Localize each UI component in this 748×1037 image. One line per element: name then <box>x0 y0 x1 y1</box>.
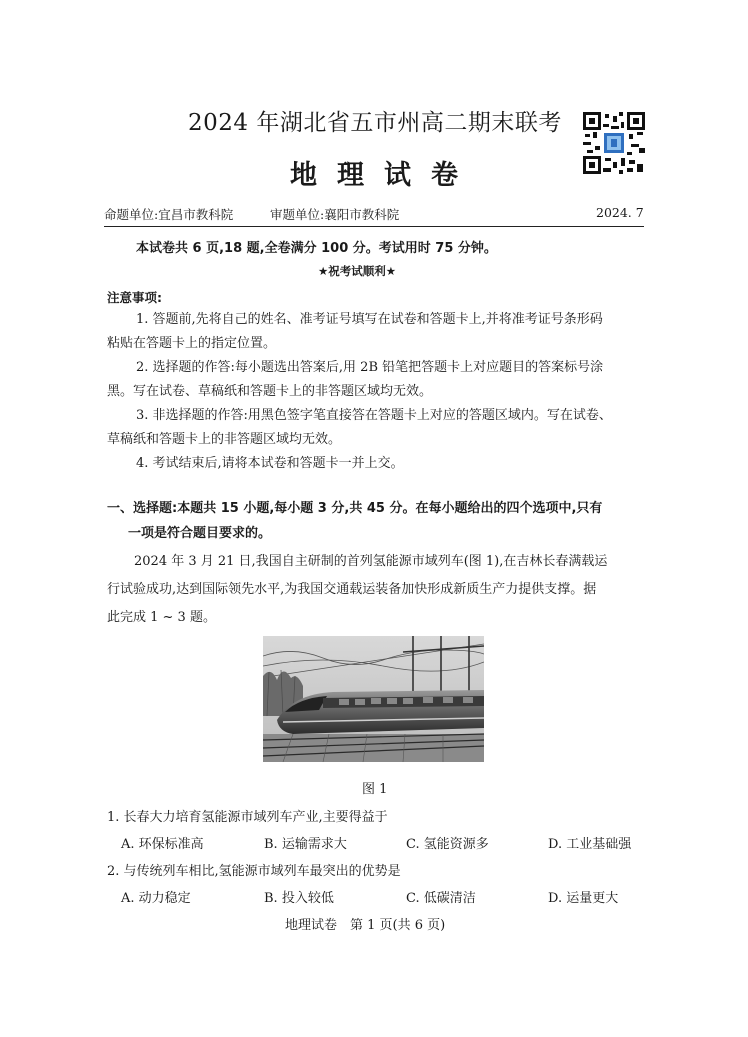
notice-item-2: 2. 选择题的作答:每小题选出答案后,用 2B 铅笔把答题卡上对应题目的答案标号涂 <box>136 360 604 375</box>
notice-item-3-cont: 草稿纸和答题卡上的非答题区域均无效。 <box>107 432 342 447</box>
blessing: ★祝考试顺利★ <box>318 264 397 278</box>
page-footer: 地理试卷 第 1 页(共 6 页) <box>285 918 446 933</box>
question-2-option-a: A. 动力稳定 <box>121 891 191 906</box>
notice-heading: 注意事项: <box>107 290 162 305</box>
question-1-option-a: A. 环保标准高 <box>121 837 204 852</box>
setter-unit: 命题单位:宜昌市教科院 <box>104 207 234 222</box>
subject-title: 地理试卷 <box>290 160 478 191</box>
exam-info: 本试卷共 6 页,18 题,全卷满分 100 分。考试用时 75 分钟。 <box>136 241 497 256</box>
passage-line-3: 此完成 1 ~ 3 题。 <box>107 610 216 625</box>
exam-title: 2024 年湖北省五市州高二期末联考 <box>188 110 562 136</box>
question-1-option-b: B. 运输需求大 <box>264 837 347 852</box>
question-2-stem: 2. 与传统列车相比,氢能源市域列车最突出的优势是 <box>107 864 401 879</box>
question-1-option-d: D. 工业基础强 <box>548 837 632 852</box>
question-1-option-c: C. 氢能资源多 <box>406 837 489 852</box>
notice-item-1-cont: 粘贴在答题卡上的指定位置。 <box>107 336 277 351</box>
question-1-stem: 1. 长春大力培育氢能源市域列车产业,主要得益于 <box>107 810 388 825</box>
qr-code <box>583 112 645 174</box>
train-photo <box>263 636 484 762</box>
question-2-option-d: D. 运量更大 <box>548 891 619 906</box>
passage-line-2: 行试验成功,达到国际领先水平,为我国交通载运装备加快形成新质生产力提供支撑。据 <box>107 582 597 597</box>
passage-line-1: 2024 年 3 月 21 日,我国自主研制的首列氢能源市域列车(图 1),在吉林长春满载运 <box>134 554 608 569</box>
question-2-option-b: B. 投入较低 <box>264 891 334 906</box>
reviewer-unit: 审题单位:襄阳市教科院 <box>270 207 400 222</box>
notice-item-1: 1. 答题前,先将自己的姓名、准考证号填写在试卷和答题卡上,并将准考证号条形码 <box>136 312 603 327</box>
section-heading: 一、选择题:本题共 15 小题,每小题 3 分,共 45 分。在每小题给出的四个选项中,只有 <box>107 501 603 516</box>
question-2-option-c: C. 低碳清洁 <box>406 891 476 906</box>
notice-item-2-cont: 黑。写在试卷、草稿纸和答题卡上的非答题区域均无效。 <box>107 384 433 399</box>
figure-caption: 图 1 <box>362 782 388 797</box>
notice-item-4: 4. 考试结束后,请将本试卷和答题卡一并上交。 <box>136 456 404 471</box>
header-divider <box>104 226 644 227</box>
section-heading-cont: 一项是符合题目要求的。 <box>128 526 272 541</box>
notice-item-3: 3. 非选择题的作答:用黑色签字笔直接答在答题卡上对应的答题区域内。写在试卷、 <box>136 408 612 423</box>
exam-date: 2024. 7 <box>596 205 644 220</box>
